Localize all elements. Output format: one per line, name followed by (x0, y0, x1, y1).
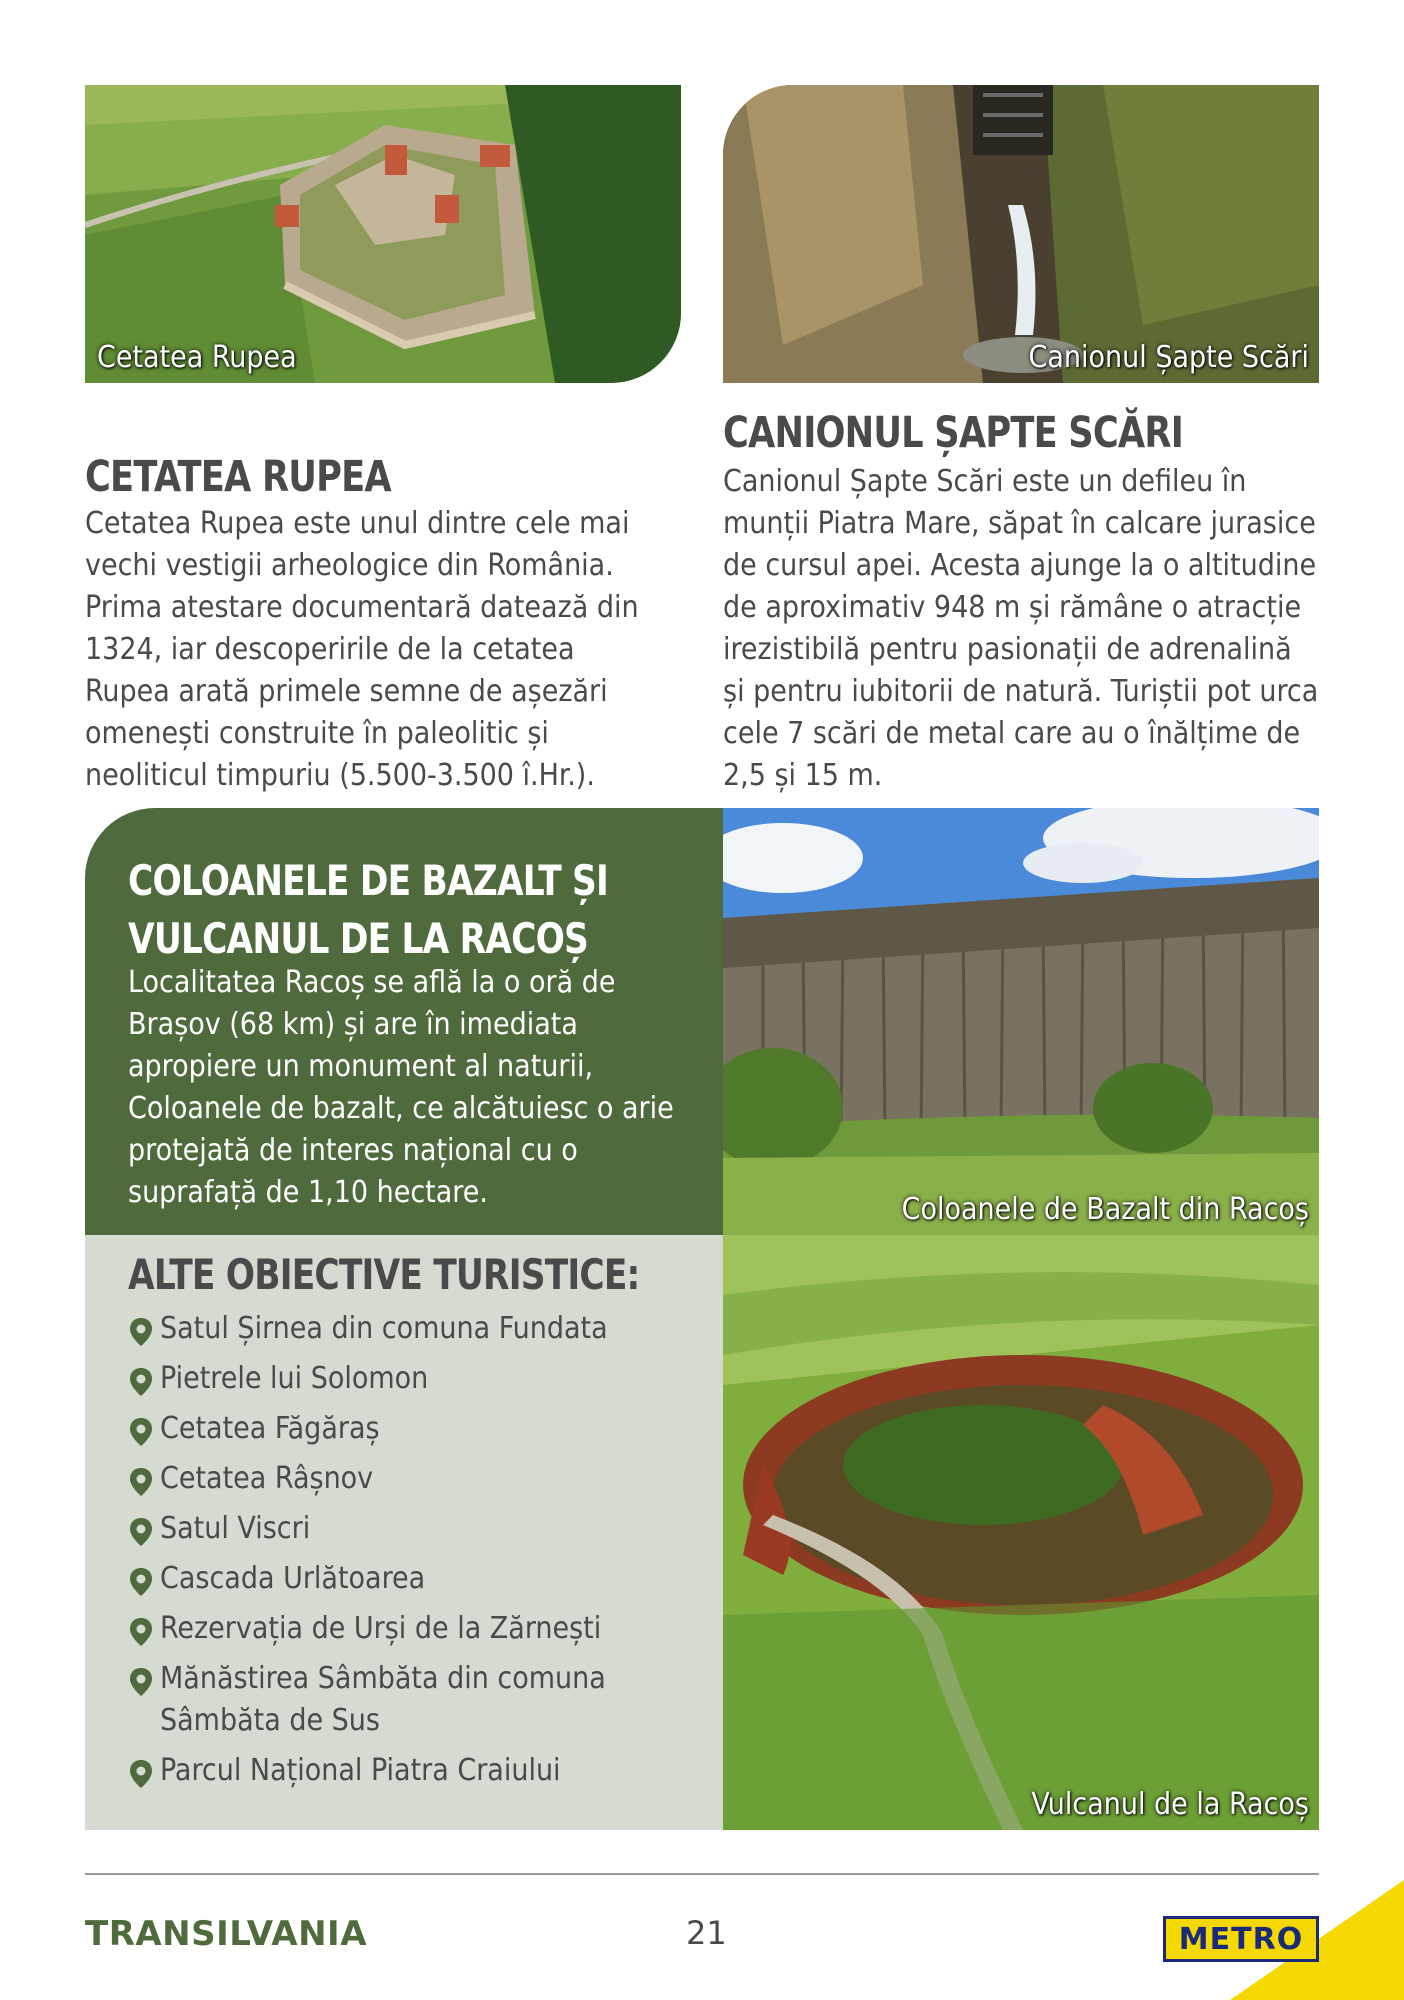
section-text-canionul-sapte-scari: Canionul Șapte Scări este un defileu în munții Piatra Mare, săpat în calcare jurasice de cursul apei. Acesta ajunge la o altitudine de aproximativ 948 m și rămâne o atracție irezistibilă pentru pasionații de adrenalină și pentru iubitorii de natură. Turiștii pot urca cele 7 scări de metal care au o înălțime de 2,5 și 15 m. (723, 464, 1319, 793)
attractions-list (128, 1308, 688, 1800)
section-title-racos: COLOANELE DE BAZALT ȘI VULCANUL DE LA RACOȘ (128, 856, 609, 963)
section-title-cetatea-rupea: CETATEA RUPEA (85, 452, 391, 502)
attraction-label: Pietrele lui Solomon (160, 1361, 429, 1396)
canyon-waterfall-image (723, 85, 1319, 383)
attraction-item (128, 1408, 688, 1450)
map-pin-icon (128, 1517, 154, 1547)
metro-logo-text: METRO (1178, 1921, 1304, 1957)
photo-vulcanul-de-la-racos (723, 1235, 1319, 1830)
photo-caption: Coloanele de Bazalt din Racoș (901, 1192, 1309, 1227)
basalt-columns-image (723, 808, 1319, 1235)
photo-caption: Vulcanul de la Racoș (1031, 1787, 1309, 1822)
attraction-label: Cetatea Făgăraș (160, 1411, 380, 1446)
map-pin-icon (128, 1567, 154, 1597)
attraction-item (128, 1458, 688, 1500)
footer-divider (85, 1873, 1319, 1875)
attraction-item (128, 1308, 688, 1350)
attraction-label: Cascada Urlătoarea (160, 1561, 426, 1596)
map-pin-icon (128, 1317, 154, 1347)
photo-cetatea-rupea (85, 85, 681, 383)
section-text-racos: Localitatea Racoș se află la o oră de Brașov (68 km) și are în imediata apropiere un monument al naturii, Coloanele de bazalt, ce alcătuiesc o arie protejată de interes național cu o suprafață de 1,10 hectare. (128, 965, 674, 1210)
photo-caption: Cetatea Rupea (97, 340, 297, 375)
photo-coloanele-de-bazalt (723, 808, 1319, 1235)
attraction-label: Mănăstirea Sâmbăta din comuna Sâmbăta de Sus (160, 1661, 606, 1738)
photo-canionul-sapte-scari (723, 85, 1319, 383)
attraction-item (128, 1658, 688, 1742)
attraction-item (128, 1508, 688, 1550)
attraction-item (128, 1358, 688, 1400)
attraction-label: Cetatea Râșnov (160, 1461, 374, 1496)
section-text-cetatea-rupea: Cetatea Rupea este unul dintre cele mai vechi vestigii arheologice din România. Prima atestare documentară datează din 1324, iar descoperirile de la cetatea Rupea arată primele semne de așezări omenești construite în paleolitic și neoliticul timpuriu (5.500-3.500 î.Hr.). (85, 506, 639, 793)
attraction-item (128, 1558, 688, 1600)
map-pin-icon (128, 1467, 154, 1497)
map-pin-icon (128, 1417, 154, 1447)
attraction-item (128, 1750, 688, 1792)
attraction-label: Satul Șirnea din comuna Fundata (160, 1311, 608, 1346)
attraction-label: Satul Viscri (160, 1511, 311, 1546)
attraction-item (128, 1608, 688, 1650)
attraction-label: Parcul Național Piatra Craiului (160, 1753, 561, 1788)
volcano-crater-image (723, 1235, 1319, 1830)
page-number: 21 (686, 1914, 727, 1952)
map-pin-icon (128, 1667, 154, 1697)
map-pin-icon (128, 1759, 154, 1789)
map-pin-icon (128, 1617, 154, 1647)
footer-region-label: TRANSILVANIA (85, 1914, 368, 1954)
map-pin-icon (128, 1367, 154, 1397)
section-title-canionul-sapte-scari: CANIONUL ȘAPTE SCĂRI (723, 408, 1184, 458)
fortress-aerial-image (85, 85, 681, 383)
photo-caption: Canionul Șapte Scări (1028, 340, 1309, 375)
metro-logo (1163, 1916, 1319, 1962)
attraction-label: Rezervația de Urși de la Zărnești (160, 1611, 602, 1646)
section-title-alte-obiective: ALTE OBIECTIVE TURISTICE: (128, 1250, 640, 1299)
